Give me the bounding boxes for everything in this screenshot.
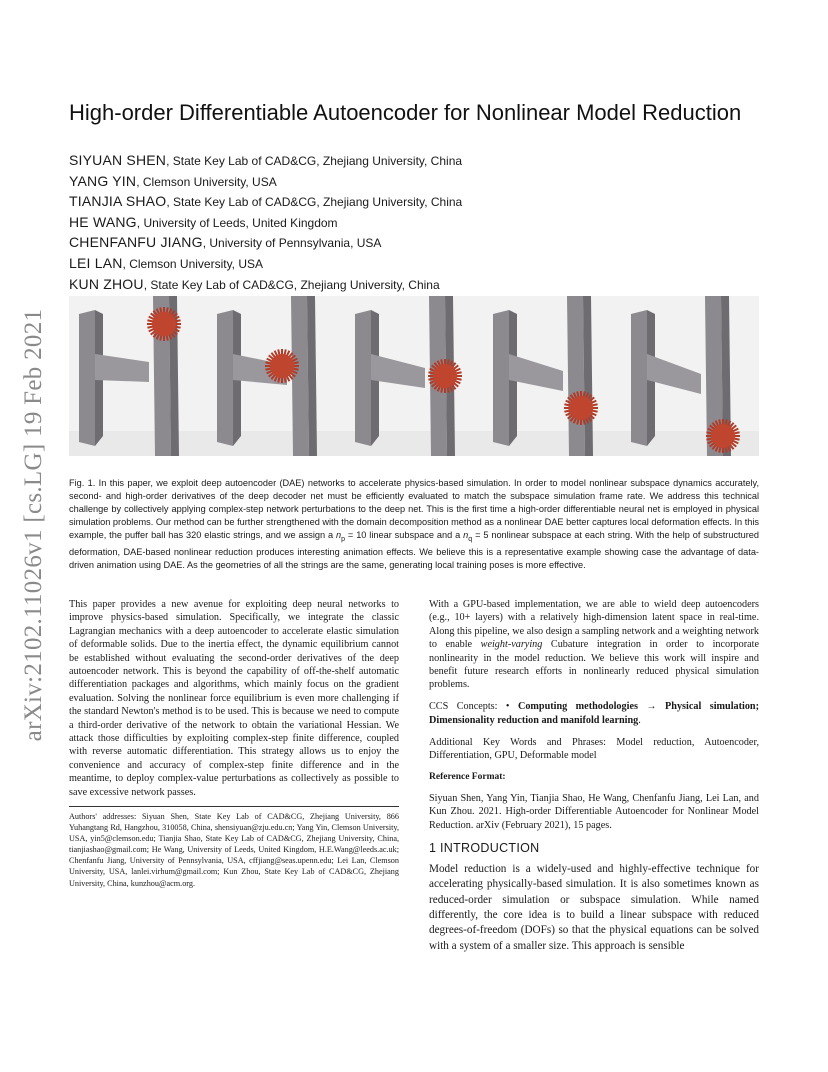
reference-format-text: Siyuan Shen, Yang Yin, Tianjia Shao, He Wang, Chenfanfu Jiang, Lei Lan, and Kun Zhou. 2021. High-order Differentiable Autoencoder for Nonlinear Model Reduction. arXiv (February 2021), 15 pages. — [429, 793, 759, 831]
introduction-paragraph: Model reduction is a widely-used and highly-effective technique for accelerating physically-based simulation. It is also sometimes known as reduced-order simulation or subspace simulation. While named differently, the core idea is to build a linear subspace with reduced degrees-of-freedom (DOFs) so that the physical equations can be solved with a system of a smaller size. This approach is sensible — [429, 862, 759, 952]
ccs-concepts: CCS Concepts: • Computing methodologies → Physical simulation; Dimensionality reduction and manifold learning. — [429, 700, 759, 726]
beam-arm — [647, 354, 701, 394]
footnote-rule — [69, 806, 399, 807]
arxiv-stamp — [10, 290, 58, 760]
reference-format-heading: Reference Format: — [429, 771, 506, 782]
author-addresses-footnote: Authors' addresses: Siyuan Shen, State Key Lab of CAD&CG, Zhejiang University, 866 Yuhangtang Rd, Hangzhou, 310058, China, shensiyuan@zju.edu.cn; Yang Yin, Clemson University, USA, yin5@clemson.edu; Tianjia Shao, State Key Lab of CAD&CG, Zhejiang University, China, tianjiashao@gmail.com; He Wang, University of Leeds, United Kingdom, H.E.Wang@leeds.ac.uk; Chenfanfu Jiang, University of Pennsylvania, USA, cffjiang@seas.upenn.edu; Lei Lan, Clemson University, USA, lanlei.virhum@gmail.com; Kun Zhou, State Key Lab of CAD&CG, Zhejiang University, China, kunzhou@acm.org. — [69, 812, 399, 888]
beam-pillar — [493, 310, 509, 446]
animation-frame — [207, 296, 345, 456]
author-affiliation: , Clemson University, USA — [122, 256, 264, 271]
author-line — [69, 213, 789, 234]
right-column — [429, 598, 759, 962]
author-affiliation: , University of Pennsylvania, USA — [202, 236, 382, 251]
author-line — [69, 233, 789, 254]
arxiv-identifier: arXiv:2102.11026v1 [cs.LG] 19 Feb 2021 — [20, 308, 47, 742]
author-line — [69, 151, 789, 172]
author-line — [69, 172, 789, 193]
figure-caption: Fig. 1. In this paper, we exploit deep autoencoder (DAE) networks to accelerate physics-based simulation. In order to model nonlinear subspace dynamics accurately, second- and high-order derivatives of the deep decoder net must be efficiently evaluated to match the subspace simulation frame rate. We address this technical challenge by collectively applying complex-step network perturbations to the deep net. This is the first time a high-order differentiable neural net is employed in physical simulation problems. Our method can be further strengthened with the domain decomposition method as a nonlinear DAE better captures local deformation effects. In this example, the puffer ball has 320 elastic strings, and we assign a $n_p = 10$ linear subspace and a $n_q = 5$ nonlinear subspace at each string. With the help of substructured deformation, DAE-based nonlinear reduction produces interesting animation effects. We believe this is a representative example showing case the advantage of data-driven animation using DAE. As the geometries of all the strings are the same, generating local training poses is more effective. — [69, 478, 759, 571]
beam-arm — [371, 354, 425, 388]
paper-title: High-order Differentiable Autoencoder for Nonlinear Model Reduction — [69, 100, 742, 125]
left-column — [69, 598, 399, 807]
author-line — [69, 254, 789, 275]
ccs-bold-concepts: Computing methodologies → Physical simulation; Dimensionality reduction and manifold learning — [429, 700, 759, 726]
author-affiliation: , State Key Lab of CAD&CG, Zhejiang University, China — [166, 195, 463, 210]
beam-arm — [509, 354, 563, 391]
teaser-figure — [69, 296, 759, 456]
animation-frame — [345, 296, 483, 456]
teaser-image — [69, 296, 759, 456]
author-name: TIANJIA SHAO — [69, 193, 167, 210]
author-name: YANG YIN — [69, 172, 137, 189]
keywords: Additional Key Words and Phrases: Model reduction, Autoencoder, Differentiation, GPU, Deformable model — [429, 736, 759, 762]
animation-frame — [483, 296, 621, 456]
abstract-paragraph-1: This paper provides a new avenue for exploiting deep neural networks to improve physics-based simulation. Specifically, we integrate the classic Lagrangian mechanics with a deep autoencoder to accelerate elastic simulation of deformable solids. Due to the inertia effect, the dynamic equilibrium cannot be established without evaluating the second-order derivatives of the deep autoencoder network. This is beyond the capability of off-the-shelf automatic differentiation packages and algorithms, which mainly focus on the gradient evaluation. Solving the nonlinear force equilibrium is even more challenging if the standard Newton's method is to be used. This is because we need to compute a third-order derivative of the network to obtain the variational Hessian. We attack those difficulties by exploiting complex-step finite difference, coupled with reverse automatic differentiation. This strategy allows us to enjoy the convenience and accuracy of complex-step finite difference and in the meantime, to deploy complex-value perturbations as collectively as possible to save excessive network passes. — [69, 599, 399, 798]
beam-pillar — [355, 310, 371, 446]
author-list — [69, 151, 789, 295]
animation-frame — [69, 296, 207, 456]
author-line — [69, 275, 789, 296]
author-line — [69, 192, 789, 213]
author-name: KUN ZHOU — [69, 275, 144, 292]
author-name: CHENFANFU JIANG — [69, 234, 203, 251]
beam-arm — [95, 354, 149, 382]
abstract-paragraph-2: With a GPU-based implementation, we are able to wield deep autoencoders (e.g., 10+ layers) with a relatively high-dimension latent space in real-time. Along this pipeline, we also design a sampling network and a weighting network to enable weight-varying Cubature integration in order to incorporate nonlinearity in the model reduction. We believe this work will inspire and benefit future research efforts in nonlinearly reduced physical simulation problems. — [429, 599, 759, 691]
emphasis-weight-varying: weight-varying — [480, 639, 543, 651]
beam-pillar — [79, 310, 95, 446]
beam-pillar — [631, 310, 647, 446]
beam-pillar — [217, 310, 233, 446]
section-heading-introduction: 1 INTRODUCTION — [429, 841, 540, 856]
animation-frame — [621, 296, 759, 456]
author-affiliation: , University of Leeds, United Kingdom — [136, 215, 338, 230]
author-name: HE WANG — [69, 213, 137, 230]
author-affiliation: , State Key Lab of CAD&CG, Zhejiang University, China — [143, 277, 440, 292]
beam-pillar-right — [567, 296, 585, 456]
author-name: LEI LAN — [69, 254, 123, 271]
author-affiliation: , Clemson University, USA — [136, 174, 277, 189]
author-name: SIYUAN SHEN — [69, 152, 167, 168]
author-affiliation: , State Key Lab of CAD&CG, Zhejiang University, China — [166, 154, 463, 168]
